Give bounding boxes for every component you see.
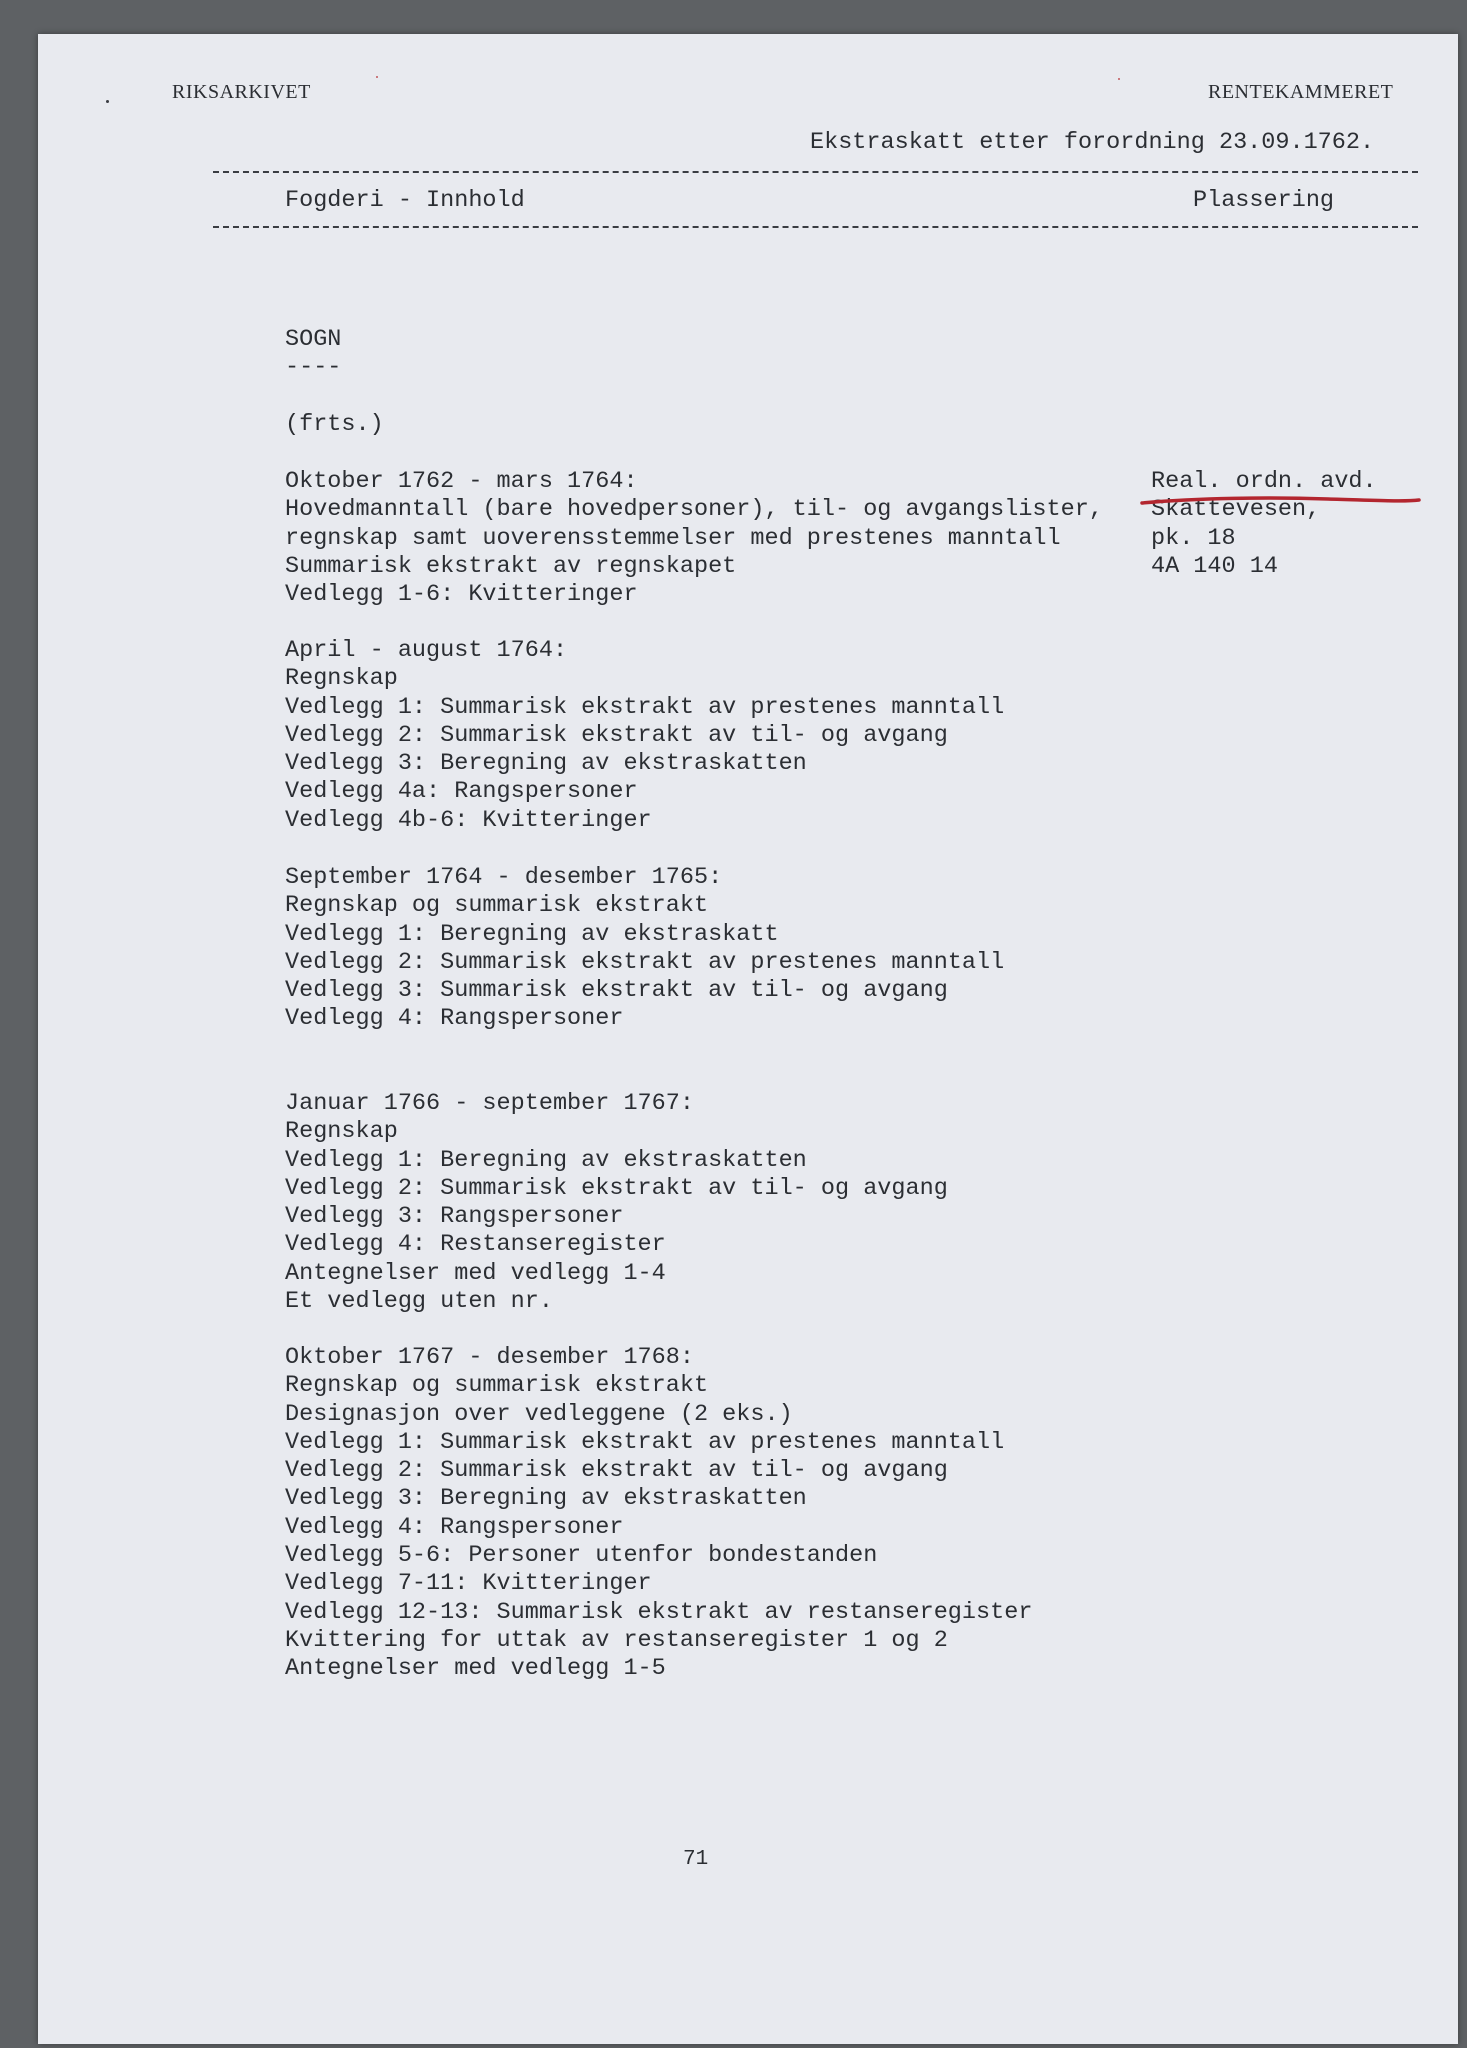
document-subtitle: Ekstraskatt etter forordning 23.09.1762. [810,129,1375,156]
red-pen-underline [1138,490,1438,514]
section-5 [285,1344,1032,1684]
section-line: Vedlegg 12-13: Summarisk ekstrakt av restanseregister [285,1598,1033,1626]
section-line: Designasjon over vedleggene (2 eks.) [285,1400,793,1428]
section-line: Vedlegg 5-6: Personer utenfor bondestanden [285,1542,878,1570]
column-heading-content: Fogderi - Innhold [285,187,525,214]
section-3 [285,864,1004,1034]
section-heading: Oktober 1767 - desember 1768: [285,1344,694,1371]
section-heading: Oktober 1762 - mars 1764: [285,468,638,495]
document-page [38,34,1458,2044]
section-line: Vedlegg 4: Rangspersoner [285,1513,624,1541]
archive-name: RIKSARKIVET [172,81,311,103]
section-line: regnskap samt uoverensstemmelser med prestenes manntall [285,524,1061,552]
section-line: Regnskap [285,665,398,693]
ink-speck [376,76,378,78]
section-line: Vedlegg 4: Restanseregister [285,1231,666,1259]
section-heading: September 1764 - desember 1765: [285,864,723,891]
page-number: 71 [683,1848,709,1871]
placement-line: Real. ordn. avd. [1151,468,1377,495]
section-line: Regnskap og summarisk ekstrakt [285,1372,709,1400]
placement-line: 4A 140 14 [1151,552,1278,580]
header-rule-bottom [213,226,1418,228]
district-underline: ---- [285,354,342,382]
section-line: Regnskap [285,1118,398,1146]
section-line: Vedlegg 1-6: Kvitteringer [285,581,638,609]
section-line: Vedlegg 4a: Rangspersoner [285,778,638,806]
section-heading: Januar 1766 - september 1767: [285,1090,694,1117]
section-line: Vedlegg 1: Summarisk ekstrakt av prestenes manntall [285,1428,1005,1456]
placement-line: pk. 18 [1151,524,1236,552]
section-line: Vedlegg 4: Rangspersoner [285,1005,624,1033]
header-rule-top [213,171,1418,173]
district-header [285,326,384,439]
section-line: Vedlegg 3: Beregning av ekstraskatten [285,750,807,778]
section-line: Vedlegg 3: Summarisk ekstrakt av til- og avgang [285,977,948,1005]
district-name: SOGN [285,326,342,353]
office-name: RENTEKAMMERET [1208,81,1394,103]
section-line: Vedlegg 2: Summarisk ekstrakt av til- og avgang [285,721,948,749]
column-heading-placement: Plassering [1193,187,1335,214]
section-2 [285,637,1004,835]
section-heading: April - august 1764: [285,637,568,664]
section-line: Vedlegg 3: Beregning av ekstraskatten [285,1485,807,1513]
section-line: Regnskap og summarisk ekstrakt [285,892,709,920]
section-line: Vedlegg 2: Summarisk ekstrakt av prestenes manntall [285,948,1005,976]
section-1 [285,468,1103,609]
section-line: Vedlegg 1: Beregning av ekstraskatt [285,920,779,948]
ink-speck [1118,78,1120,80]
section-line: Antegnelser med vedlegg 1-4 [285,1259,666,1287]
section-line: Vedlegg 7-11: Kvitteringer [285,1570,652,1598]
section-line: Summarisk ekstrakt av regnskapet [285,552,737,580]
section-line: Hovedmanntall (bare hovedpersoner), til- og avgangslister, [285,496,1103,524]
placement-line: Skattevesen, [1151,496,1321,524]
section-4 [285,1090,948,1316]
section-line: Vedlegg 2: Summarisk ekstrakt av til- og avgang [285,1174,948,1202]
section-line: Kvittering for uttak av restanseregister 1 og 2 [285,1626,948,1654]
section-line: Et vedlegg uten nr. [285,1288,553,1316]
section-line: Vedlegg 1: Beregning av ekstraskatten [285,1146,807,1174]
placement-block [1151,468,1377,581]
section-line: Vedlegg 4b-6: Kvitteringer [285,806,652,834]
section-line: Vedlegg 3: Rangspersoner [285,1203,624,1231]
continued-note: (frts.) [285,410,384,438]
section-line: Antegnelser med vedlegg 1-5 [285,1655,666,1683]
section-line: Vedlegg 2: Summarisk ekstrakt av til- og avgang [285,1457,948,1485]
ink-speck [106,100,109,103]
section-line: Vedlegg 1: Summarisk ekstrakt av prestenes manntall [285,693,1005,721]
